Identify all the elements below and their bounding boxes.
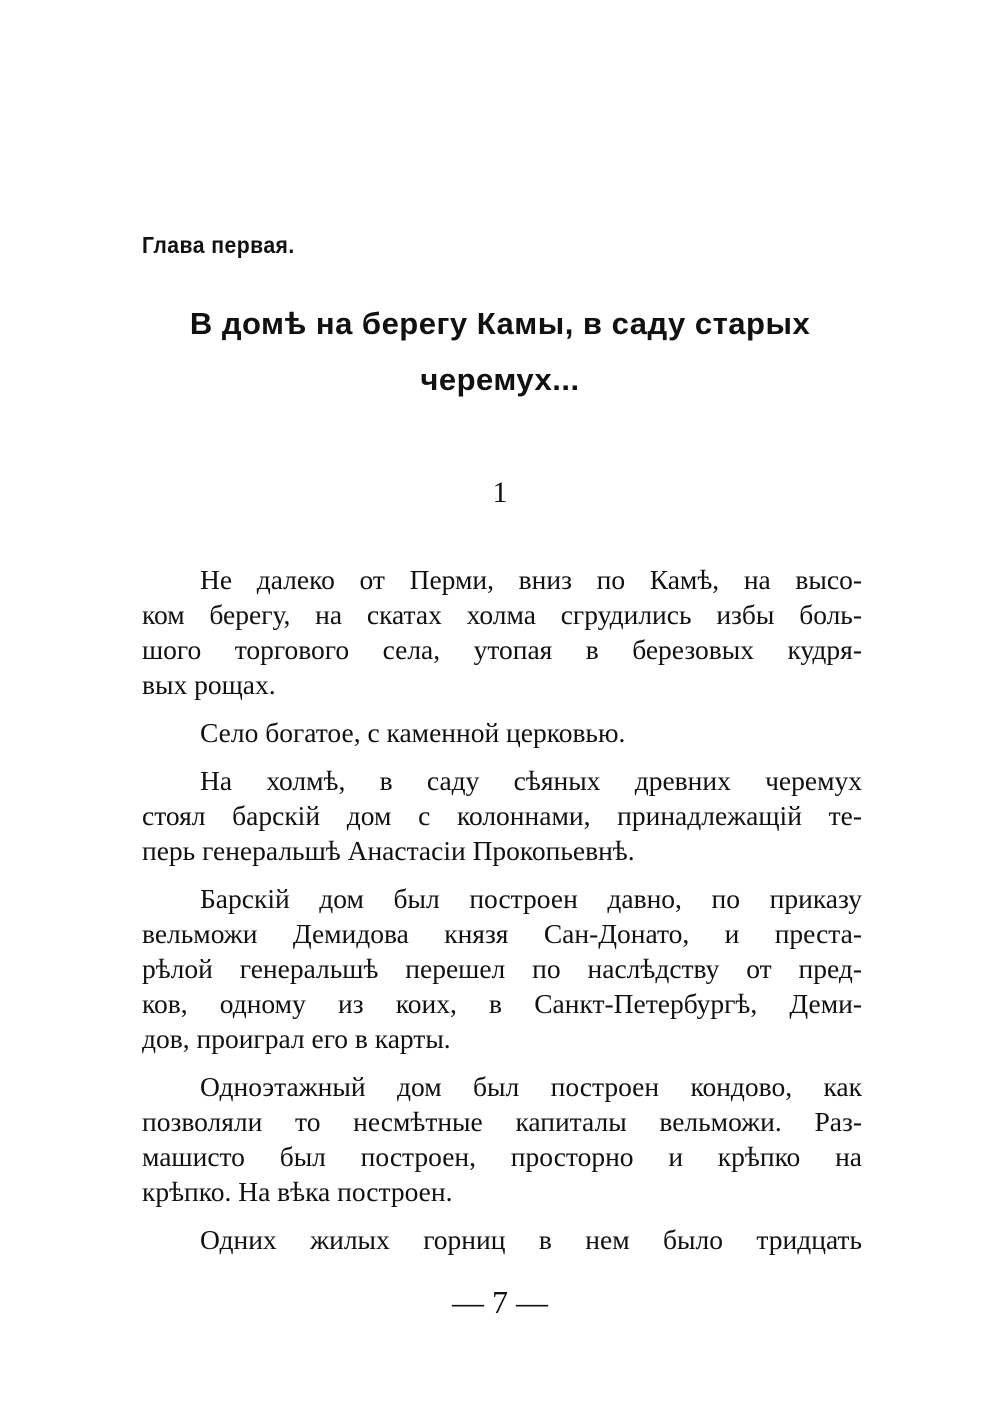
chapter-label: Глава первая. [142, 232, 295, 258]
text-line: ком берегу, на скатах холма сгрудились избы боль- [142, 599, 862, 630]
text-line: стоял барскій дом с колоннами, принадлежащій те- [142, 800, 862, 831]
page-number: — 7 — [452, 1284, 548, 1320]
paragraph [142, 562, 862, 702]
paragraph [142, 1222, 862, 1257]
text-line: рѣлой генеральшѣ перешел по наслѣдству от пред- [142, 953, 862, 984]
chapter-title-line-2: черемух... [420, 362, 580, 397]
text-line: Одних жилых горниц в нем было тридцать [200, 1224, 862, 1255]
text-line: вых рощах. [142, 669, 276, 700]
section-number: 1 [492, 476, 508, 509]
paragraph [142, 881, 862, 1056]
text-line: На холмѣ, в саду сѣяных древних черемух [200, 765, 862, 796]
text-line: перь генеральшѣ Анастасіи Прокопьевнѣ. [142, 835, 635, 866]
chapter-title-line-1: В домѣ на берегу Камы, в саду старых [189, 306, 811, 341]
text-line: позволяли то несмѣтные капиталы вельможи. Раз- [142, 1106, 862, 1137]
body-text [142, 562, 862, 1270]
paragraph [142, 1069, 862, 1209]
paragraph [142, 715, 862, 750]
text-line: вельможи Демидова князя Сан-Донато, и преста- [142, 918, 862, 949]
text-line: дов, проиграл его в карты. [142, 1023, 451, 1054]
text-line: ков, одному из коих, в Санкт-Петербургѣ, Деми- [142, 988, 862, 1019]
text-line: машисто был построен, просторно и крѣпко на [142, 1141, 862, 1172]
text-line: крѣпко. На вѣка построен. [142, 1176, 453, 1207]
text-line: Село богатое, с каменной церковью. [200, 717, 626, 748]
paragraph [142, 763, 862, 868]
text-line: Барскій дом был построен давно, по приказу [200, 883, 862, 914]
text-line: Не далеко от Перми, вниз по Камѣ, на высо- [200, 564, 862, 595]
text-line: Одноэтажный дом был построен кондово, как [200, 1071, 862, 1102]
text-line: шого торгового села, утопая в березовых кудря- [142, 634, 862, 665]
